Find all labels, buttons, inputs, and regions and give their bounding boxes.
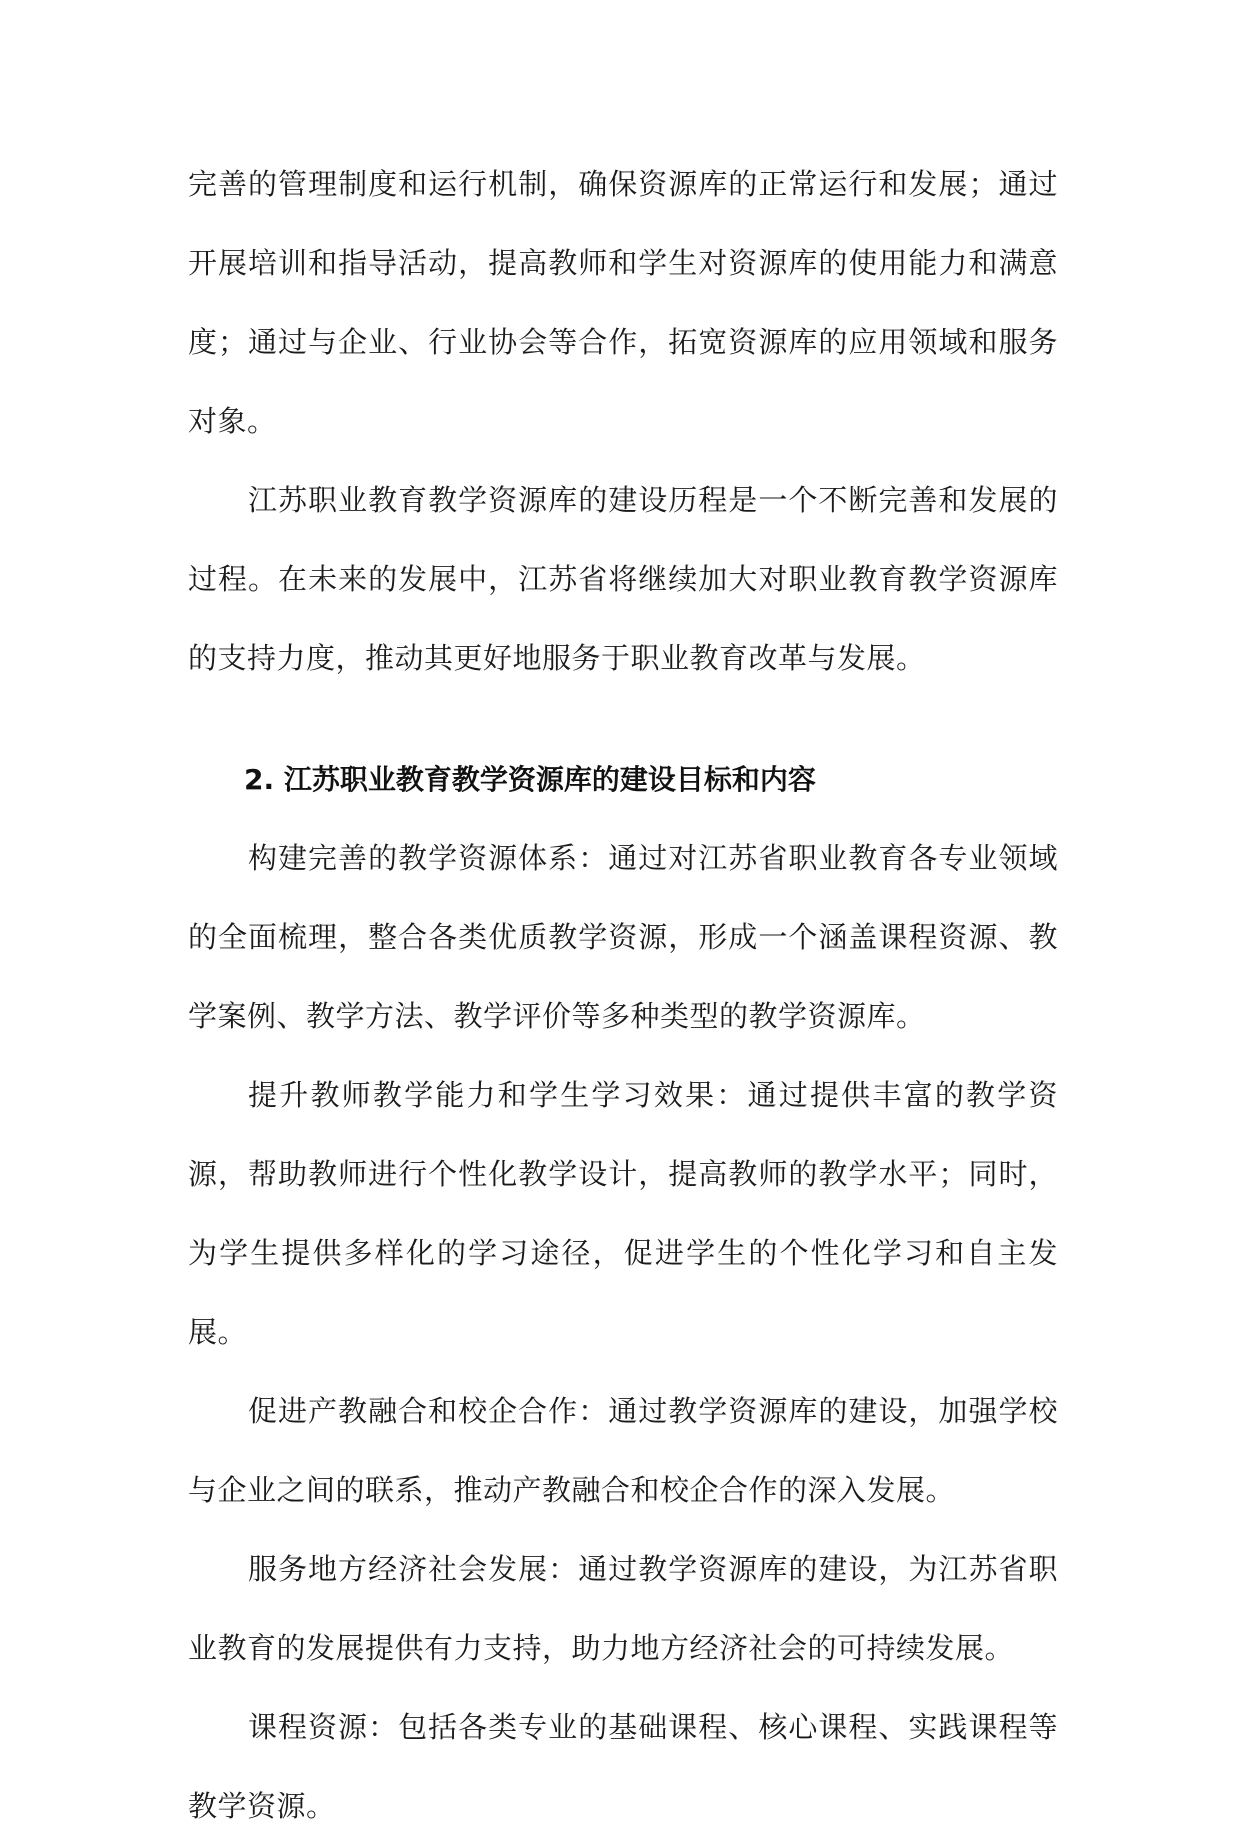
paragraph: 服务地方经济社会发展：通过教学资源库的建设，为江苏省职业教育的发展提供有力支持，助力地方经济社会的可持续发展。 [188, 1552, 1058, 1665]
paragraph: 构建完善的教学资源体系：通过对江苏省职业教育各专业领域的全面梳理，整合各类优质教学资源，形成一个涵盖课程资源、教学案例、教学方法、教学评价等多种类型的教学资源库。 [188, 841, 1058, 1033]
paragraph: 促进产教融合和校企合作：通过教学资源库的建设，加强学校与企业之间的联系，推动产教融合和校企合作的深入发展。 [188, 1394, 1058, 1507]
paragraph: 江苏职业教育教学资源库的建设历程是一个不断完善和发展的过程。在未来的发展中，江苏省将继续加大对职业教育教学资源库的支持力度，推动其更好地服务于职业教育改革与发展。 [188, 483, 1058, 675]
document-body [188, 145, 1058, 1846]
section-heading: 2. 江苏职业教育教学资源库的建设目标和内容 [244, 763, 816, 796]
paragraph: 完善的管理制度和运行机制，确保资源库的正常运行和发展；通过开展培训和指导活动，提高教师和学生对资源库的使用能力和满意度；通过与企业、行业协会等合作，拓宽资源库的应用领域和服务对象。 [188, 167, 1058, 438]
paragraph: 课程资源：包括各类专业的基础课程、核心课程、实践课程等教学资源。 [188, 1710, 1058, 1823]
paragraph: 提升教师教学能力和学生学习效果：通过提供丰富的教学资源，帮助教师进行个性化教学设计，提高教师的教学水平；同时，为学生提供多样化的学习途径，促进学生的个性化学习和自主发展。 [188, 1078, 1058, 1349]
